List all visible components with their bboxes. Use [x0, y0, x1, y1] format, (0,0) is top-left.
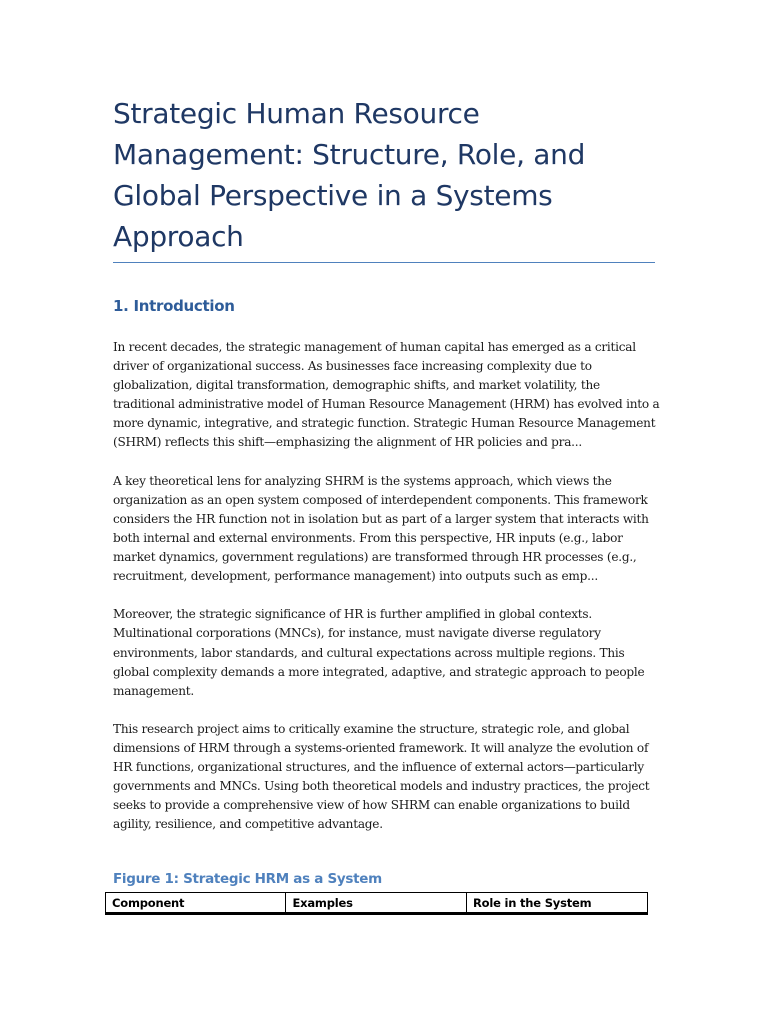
column-header-role: Role in the System: [466, 893, 647, 914]
introduction-body: [113, 338, 661, 854]
table-header-row: [106, 893, 648, 914]
section-heading-introduction: 1. Introduction: [113, 297, 235, 315]
paragraph: A key theoretical lens for analyzing SHRM is the systems approach, which views the organization as an open system composed of interdependent components. This framework considers the HR function not in isolation but as part of a larger system that interacts with both internal and external environments. From this perspective, HR inputs (e.g., labor market dynamics, government regulations) are transformed through HR processes (e.g., recruitment, development, performance management) into outputs such as emp...: [113, 473, 649, 584]
column-header-component: Component: [106, 893, 286, 914]
paragraph: In recent decades, the strategic management of human capital has emerged as a critical driver of organizational success. As businesses face increasing complexity due to globalization, digital transformation, demographic shifts, and market volatility, the traditional administrative model of Human Resource Management (HRM) has evolved into a more dynamic, integrative, and strategic function. Strategic Human Resource Management (SHRM) reflects this shift—emphasizing the alignment of HR policies and pra...: [113, 340, 660, 450]
paragraph: Moreover, the strategic significance of HR is further amplified in global contexts. Multinational corporations (MNCs), for instance, must navigate diverse regulatory environments, labor standards, and cultural expectations across multiple regions. This global complexity demands a more integrated, adaptive, and strategic approach to people management.: [113, 607, 645, 698]
paragraph: This research project aims to critically examine the structure, strategic role, and global dimensions of HRM through a systems-oriented framework. It will analyze the evolution of HR functions, organizational structures, and the influence of external actors—particularly governments and MNCs. Using both theoretical models and industry practices, the project seeks to provide a comprehensive view of how SHRM can enable organizations to build agility, resilience, and competitive advantage.: [113, 721, 650, 832]
title-divider: [113, 262, 655, 263]
document-title: Strategic Human Resource Management: Structure, Role, and Global Perspective in a Systems Approach: [113, 97, 586, 253]
hrm-system-table: [105, 892, 648, 915]
figure-caption: Figure 1: Strategic HRM as a System: [113, 871, 382, 887]
column-header-examples: Examples: [286, 893, 466, 914]
